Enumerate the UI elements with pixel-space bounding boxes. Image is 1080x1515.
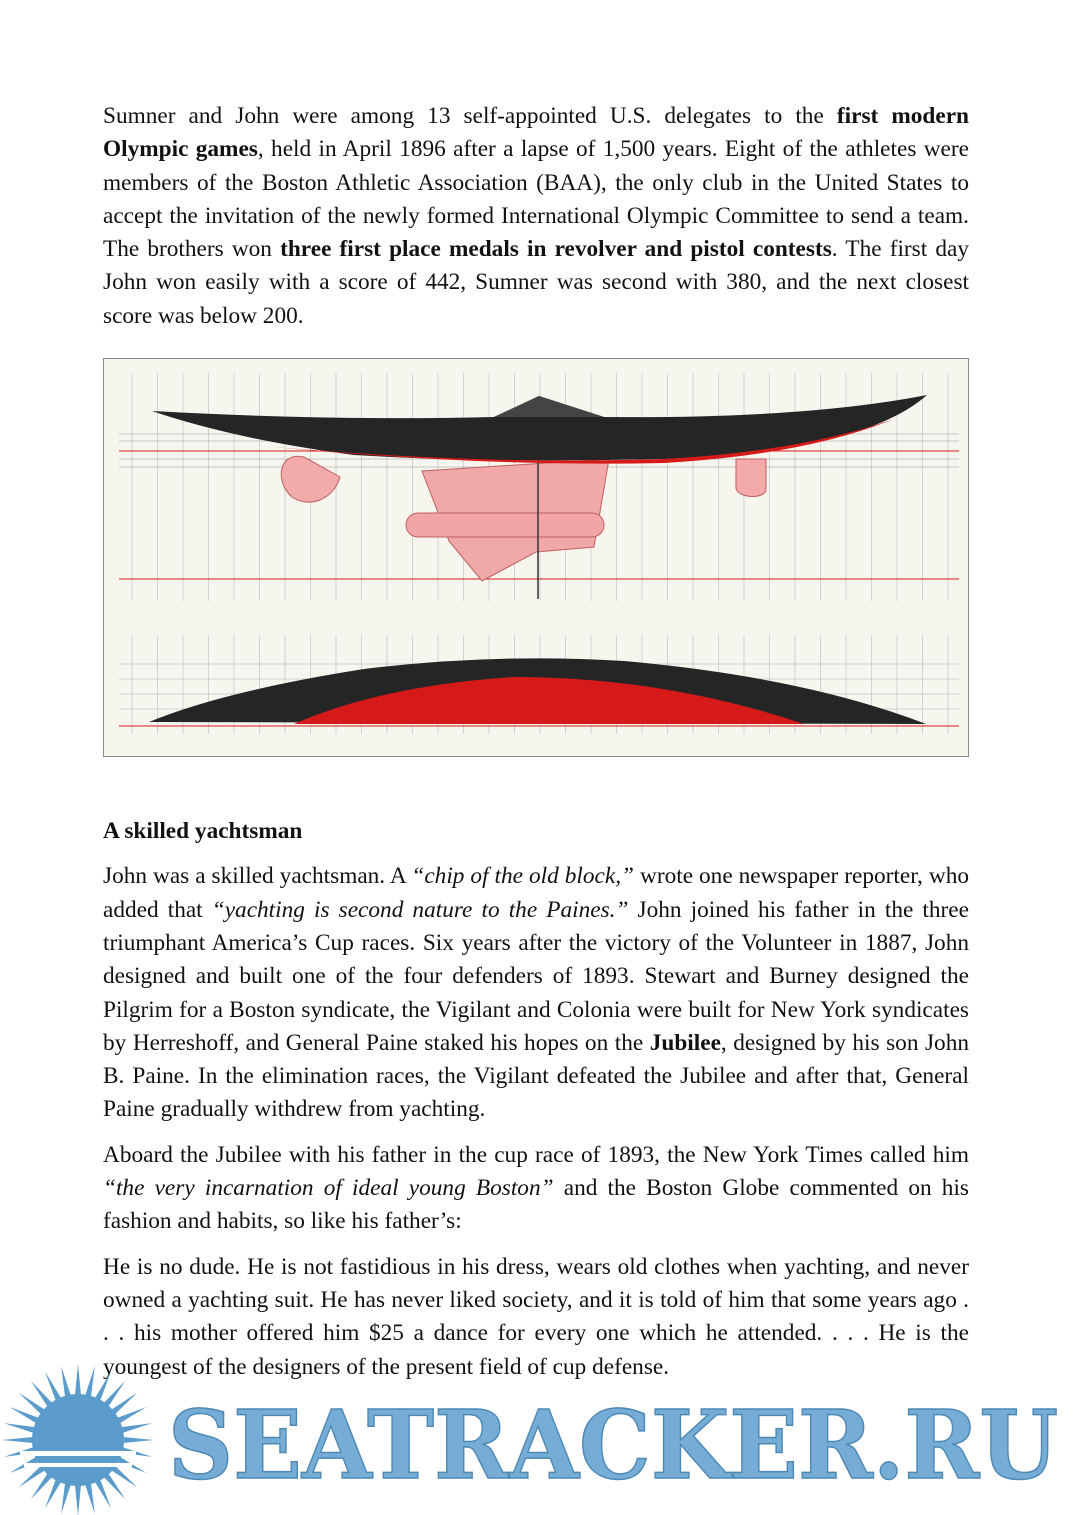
- text: Aboard the Jubilee with his father in the cup race of 1893, the New York Times called him: [103, 1141, 969, 1168]
- sun-ray: [94, 1372, 111, 1402]
- bold-text: Jubilee: [649, 1029, 721, 1056]
- text: , held in April 1896 after a lapse of 1,500 years. Eight of the athletes were members of the Boston Athletic Association (BAA), the only club in the United States to accept the invitation of the newly formed International Olympic Committee to send a team. The brothers won: [103, 136, 969, 263]
- hull-lines-figure: [103, 358, 969, 757]
- text: , designed by his son John B. Paine. In the elimination races, the Vigilant defeated the Jubilee and after that, General Paine gradually withdrew from yachting.: [103, 1029, 969, 1123]
- quote: “yachting is second nature to the Paines.”: [211, 896, 629, 923]
- text: John joined his father in the three triumphant America’s Cup races. Six years after the victory of the Volunteer in 1887, John designed and built one of the four defenders of 1893. Stewart and Burney designed the Pilgrim for a Boston syndicate, the Vigilant and Colonia were built for New York syndicates by Herreshoff, and General Paine staked his hopes on the: [103, 896, 969, 1056]
- ballast-bulb: [406, 513, 604, 537]
- quote: “chip of the old block,”: [411, 863, 634, 890]
- sun-logo-icon: [2, 1364, 154, 1515]
- forward-rudder: [281, 456, 340, 502]
- paragraph-jubilee: [103, 1139, 969, 1239]
- paragraph-yachtsman: [103, 860, 969, 1126]
- watermark-text: SEATRACKER.RU: [168, 1390, 1058, 1501]
- sun-ray: [45, 1372, 62, 1402]
- document-page: [103, 100, 969, 1384]
- sun-ray: [4, 1423, 36, 1433]
- quote: “the very incarnation of ideal young Boston”: [103, 1175, 554, 1202]
- text: Sumner and John were among 13 self-appointed U.S. delegates to the: [103, 103, 837, 129]
- sun-ray: [116, 1407, 146, 1424]
- bold-text: three first place medals in revolver and pistol contests: [280, 236, 832, 263]
- sun-ray: [10, 1407, 40, 1424]
- text: . The first day John won easily with a score of 442, Sumner was second with 380, and the next closest score was below 200.: [103, 236, 969, 329]
- sun-ray: [85, 1366, 95, 1398]
- sun-ray: [85, 1482, 95, 1514]
- seatracker-watermark: [0, 1355, 1080, 1515]
- sun-ray: [75, 1364, 81, 1396]
- section-heading: A skilled yachtsman: [103, 818, 303, 845]
- yacht-hull-drawing: [104, 359, 968, 756]
- sun-ray: [122, 1437, 154, 1443]
- aft-rudder: [736, 459, 766, 497]
- sun-ray: [120, 1423, 152, 1433]
- sun-ray: [45, 1478, 62, 1508]
- sun-ray: [75, 1484, 81, 1515]
- section-yachtsman: [103, 815, 969, 1384]
- text: John was a skilled yachtsman. A: [103, 863, 412, 890]
- bold-text: first modern Olympic games: [103, 103, 969, 163]
- paragraph-olympics: [103, 100, 969, 333]
- deckhouse: [494, 396, 604, 417]
- sun-ray: [61, 1482, 71, 1514]
- sun-ray: [61, 1366, 71, 1398]
- text: wrote one newspaper reporter, who added that: [103, 863, 969, 923]
- sun-ray: [94, 1478, 111, 1508]
- paragraph-globe-quote: He is no dude. He is not fastidious in his dress, wears old clothes when yachting, and never owned a yachting suit. He has never liked society, and it is told of him that some years ago . . . his mother offered him $25 a dance for every one which he attended. . . . He is the youngest of the designers of the present field of cup defense.: [103, 1253, 969, 1380]
- sun-ray: [2, 1437, 34, 1443]
- text: and the Boston Globe commented on his fashion and habits, so like his father’s:: [103, 1175, 969, 1235]
